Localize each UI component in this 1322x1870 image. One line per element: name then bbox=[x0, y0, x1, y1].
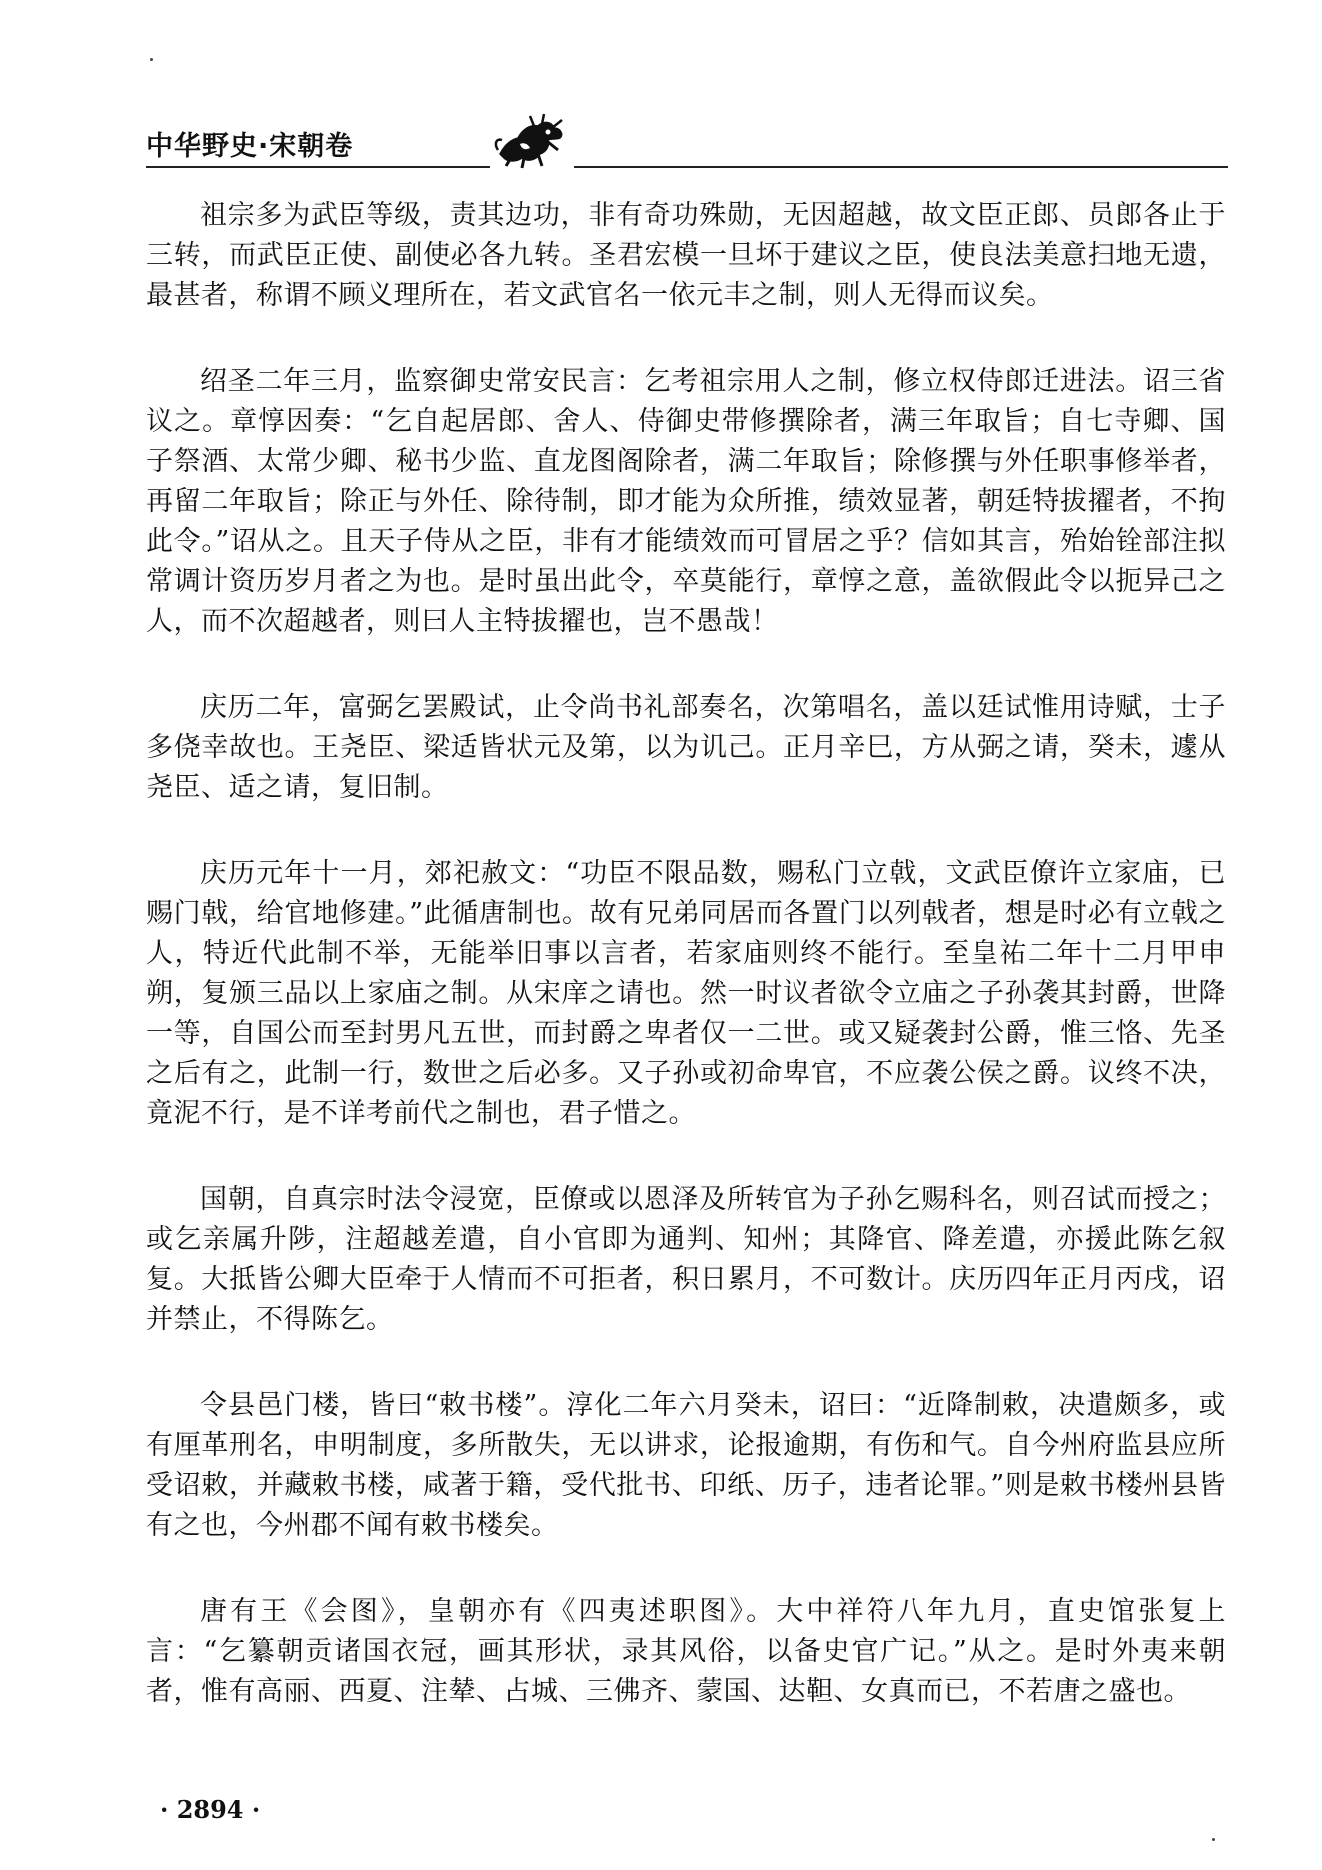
scan-speck bbox=[150, 58, 153, 61]
paragraph: 唐有王《会图》，皇朝亦有《四夷述职图》。大中祥符八年九月，直史馆张复上言：“乞纂朝贡诸国衣冠，画其形状，录其风俗，以备史官广记。”从之。是时外夷来朝者，惟有高丽、西夏、注辇、占城、三佛齐、蒙国、达靼、女真而已，不若唐之盛也。 bbox=[146, 1596, 1226, 1707]
page-body bbox=[146, 196, 1226, 1758]
scan-speck bbox=[1212, 1838, 1215, 1841]
paragraph: 祖宗多为武臣等级，责其边功，非有奇功殊勋，无因超越，故文臣正郎、员郎各止于三转，而武臣正使、副使必各九转。圣君宏模一旦坏于建议之臣，使良法美意扫地无遗，最甚者，称谓不顾义理所在，若文武官名一依元丰之制，则人无得而议矣。 bbox=[146, 200, 1226, 311]
paragraph: 令县邑门楼，皆曰“敕书楼”。淳化二年六月癸未，诏曰：“近降制敕，决遣颇多，或有厘革刑名，申明制度，多所散失，无以讲求，论报逾期，有伤和气。自今州府监县应所受诏敕，并藏敕书楼，咸著于籍，受代批书、印纸、历子，违者论罪。”则是敕书楼州县皆有之也，今州郡不闻有敕书楼矣。 bbox=[146, 1390, 1226, 1541]
paragraph: 庆历二年，富弼乞罢殿试，止令尚书礼部奏名，次第唱名，盖以廷试惟用诗赋，士子多侥幸故也。王尧臣、梁适皆状元及第，以为讥己。正月辛巳，方从弼之请，癸未，遽从尧臣、适之请，复旧制。 bbox=[146, 692, 1226, 803]
running-header bbox=[146, 118, 1228, 174]
paragraph: 绍圣二年三月，监察御史常安民言：乞考祖宗用人之制，修立权侍郎迁进法。诏三省议之。章惇因奏：“乞自起居郎、舍人、侍御史带修撰除者，满三年取旨；自七寺卿、国子祭酒、太常少卿、秘书少监、直龙图阁除者，满二年取旨；除修撰与外任职事修举者，再留二年取旨；除正与外任、除待制，即才能为众所推，绩效显著，朝廷特拔擢者，不拘此令。”诏从之。且天子侍从之臣，非有才能绩效而可冒居之乎？信如其言，殆始铨部注拟常调计资历岁月者之为也。是时虽出此令，卒莫能行，章惇之意，盖欲假此令以扼异己之人，而不次超越者，则曰人主特拔擢也，岂不愚哉！ bbox=[146, 366, 1226, 637]
dragon-emblem-icon bbox=[490, 110, 574, 170]
header-rule bbox=[146, 166, 1228, 168]
book-title: 中华野史·宋朝卷 bbox=[146, 131, 354, 162]
page-number: · 2894 · bbox=[160, 1795, 261, 1824]
paragraph: 庆历元年十一月，郊祀赦文：“功臣不限品数，赐私门立戟，文武臣僚许立家庙，已赐门戟，给官地修建。”此循唐制也。故有兄弟同居而各置门以列戟者，想是时必有立戟之人，特近代此制不举，无能举旧事以言者，若家庙则终不能行。至皇祐二年十二月甲申朔，复颁三品以上家庙之制。从宋庠之请也。然一时议者欲令立庙之子孙袭其封爵，世降一等，自国公而至封男凡五世，而封爵之卑者仅一二世。或又疑袭封公爵，惟三恪、先圣之后有之，此制一行，数世之后必多。又子孙或初命卑官，不应袭公侯之爵。议终不决，竟泥不行，是不详考前代之制也，君子惜之。 bbox=[146, 858, 1226, 1129]
paragraph: 国朝，自真宗时法令浸宽，臣僚或以恩泽及所转官为子孙乞赐科名，则召试而授之；或乞亲属升陟，注超越差遣，自小官即为通判、知州；其降官、降差遣，亦援此陈乞叙复。大抵皆公卿大臣牵于人情而不可拒者，积日累月，不可数计。庆历四年正月丙戌，诏并禁止，不得陈乞。 bbox=[146, 1184, 1226, 1335]
